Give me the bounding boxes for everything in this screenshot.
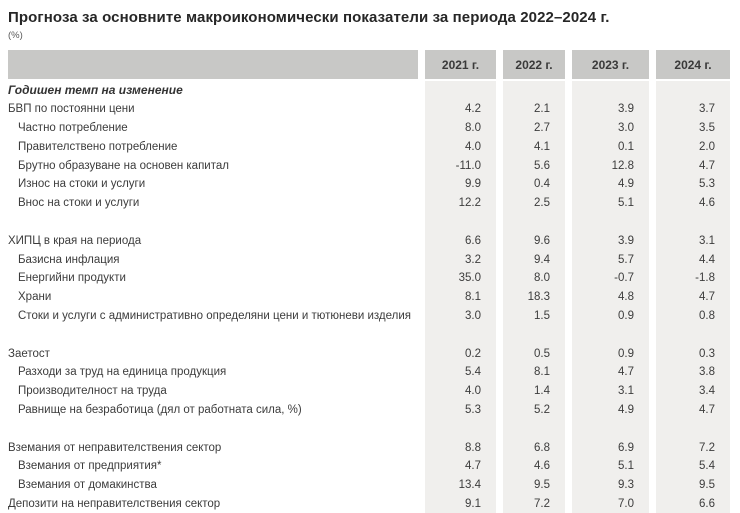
unit-note: (%) [8,30,23,41]
value-cell: 3.1 [572,382,649,401]
value-cell [656,419,730,438]
table-row [8,156,730,175]
value-cell: 3.0 [425,307,496,326]
value-cell [656,81,730,100]
row-label: Вземания от предприятия* [18,460,162,473]
row-label: Разходи за труд на единица продукция [18,366,227,379]
value-cell: 9.4 [503,250,565,269]
table-section-row [8,81,730,100]
value-cell: 4.6 [503,457,565,476]
row-label: Заетост [8,347,50,360]
value-cell: 0.4 [503,175,565,194]
table-row [8,288,730,307]
value-cell: 6.6 [425,231,496,250]
value-cell [503,325,565,344]
row-label: Храни [18,291,52,304]
value-cell: 12.2 [425,194,496,213]
value-cell [425,419,496,438]
value-cell [656,213,730,232]
value-cell: 0.9 [572,307,649,326]
table-header-row [8,50,730,79]
value-cell: 0.2 [425,344,496,363]
value-cell: 4.7 [656,156,730,175]
value-cell [425,325,496,344]
row-label [8,325,418,344]
value-cell: 5.6 [503,156,565,175]
value-cell: 3.2 [425,250,496,269]
value-cell [503,81,565,100]
table-row [8,194,730,213]
table-row [8,476,730,495]
value-cell: 4.6 [656,194,730,213]
column-header-2022: 2022 г. [503,50,565,79]
value-cell: 0.8 [656,307,730,326]
value-cell: 3.8 [656,363,730,382]
value-cell: 6.8 [503,438,565,457]
row-label: Базисна инфлация [18,253,120,266]
value-cell: 8.0 [425,119,496,138]
value-cell: 5.3 [656,175,730,194]
value-cell: 4.7 [656,401,730,420]
row-label [8,419,418,438]
table-row [8,307,730,326]
value-cell: 13.4 [425,476,496,495]
value-cell: 6.6 [656,495,730,513]
row-label: Вземания от неправителствения сектор [8,441,222,454]
value-cell: 12.8 [572,156,649,175]
value-cell [572,419,649,438]
table-header-label-cell [8,50,418,79]
value-cell: 0.9 [572,344,649,363]
table-row [8,457,730,476]
row-label: Стоки и услуги с административно определяни цени и тютюневи изделия [18,309,411,322]
table-row [8,250,730,269]
value-cell: 7.2 [656,438,730,457]
value-cell [656,325,730,344]
value-cell: 0.1 [572,137,649,156]
column-header-2021: 2021 г. [425,50,496,79]
value-cell: 3.0 [572,119,649,138]
row-label: БВП по постоянни цени [8,103,135,116]
value-cell: 4.0 [425,382,496,401]
value-cell: 5.4 [656,457,730,476]
column-header-2024: 2024 г. [656,50,730,79]
value-cell: 18.3 [503,288,565,307]
row-label: Равнище на безработица (дял от работната сила, %) [18,403,302,416]
value-cell: 2.7 [503,119,565,138]
value-cell: 4.2 [425,100,496,119]
table-row [8,344,730,363]
value-cell: 5.1 [572,457,649,476]
value-cell [425,81,496,100]
column-header-2023: 2023 г. [572,50,649,79]
value-cell: 5.4 [425,363,496,382]
table-row [8,119,730,138]
value-cell [503,213,565,232]
table-body [8,81,730,513]
value-cell: 9.1 [425,495,496,513]
table-row [8,137,730,156]
value-cell: 8.0 [503,269,565,288]
value-cell: -11.0 [425,156,496,175]
row-label: Брутно образуване на основен капитал [18,159,229,172]
value-cell: 9.3 [572,476,649,495]
row-label: Вземания от домакинства [18,479,157,492]
value-cell: 3.7 [656,100,730,119]
value-cell [572,213,649,232]
table-row [8,100,730,119]
row-label: Внос на стоки и услуги [18,197,140,210]
value-cell: 9.5 [656,476,730,495]
value-cell: 0.3 [656,344,730,363]
page-title: Прогноза за основните макроикономически показатели за периода 2022–2024 г. [8,9,610,26]
row-label: Производителност на труда [18,385,167,398]
table-row [8,231,730,250]
table-row [8,382,730,401]
value-cell: 2.5 [503,194,565,213]
row-label: Депозити на неправителствения сектор [8,497,221,510]
value-cell [572,325,649,344]
table-spacer-row [8,419,730,438]
value-cell: 4.8 [572,288,649,307]
value-cell: 35.0 [425,269,496,288]
value-cell [425,213,496,232]
row-label: Годишен темп на изменение [8,83,183,98]
value-cell: -1.8 [656,269,730,288]
value-cell: 7.0 [572,495,649,513]
value-cell: 8.8 [425,438,496,457]
value-cell: 4.4 [656,250,730,269]
table-row [8,495,730,513]
value-cell [503,419,565,438]
value-cell: 3.1 [656,231,730,250]
value-cell: 1.4 [503,382,565,401]
row-label: ХИПЦ в края на периода [8,234,142,247]
value-cell: 9.9 [425,175,496,194]
value-cell: 4.9 [572,401,649,420]
row-label: Енергийни продукти [18,272,126,285]
table-row [8,269,730,288]
table-row [8,401,730,420]
value-cell: 4.1 [503,137,565,156]
value-cell: 8.1 [425,288,496,307]
value-cell: 4.7 [425,457,496,476]
value-cell: 6.9 [572,438,649,457]
value-cell: 3.4 [656,382,730,401]
value-cell: 1.5 [503,307,565,326]
value-cell: 2.1 [503,100,565,119]
value-cell: 5.7 [572,250,649,269]
value-cell: 3.9 [572,231,649,250]
value-cell: 0.5 [503,344,565,363]
row-label: Частно потребление [18,121,128,134]
value-cell: -0.7 [572,269,649,288]
table-spacer-row [8,325,730,344]
table-spacer-row [8,213,730,232]
value-cell: 5.3 [425,401,496,420]
value-cell: 9.6 [503,231,565,250]
value-cell: 8.1 [503,363,565,382]
value-cell: 5.1 [572,194,649,213]
value-cell: 4.7 [656,288,730,307]
row-label [8,213,418,232]
table-row [8,363,730,382]
value-cell: 7.2 [503,495,565,513]
row-label: Износ на стоки и услуги [18,178,146,191]
macro-forecast-table [8,50,730,513]
value-cell: 9.5 [503,476,565,495]
row-label: Правителствено потребление [18,140,178,153]
value-cell: 2.0 [656,137,730,156]
value-cell: 4.7 [572,363,649,382]
value-cell: 4.0 [425,137,496,156]
table-row [8,175,730,194]
value-cell: 3.9 [572,100,649,119]
value-cell: 5.2 [503,401,565,420]
table-row [8,438,730,457]
value-cell: 4.9 [572,175,649,194]
value-cell: 3.5 [656,119,730,138]
value-cell [572,81,649,100]
